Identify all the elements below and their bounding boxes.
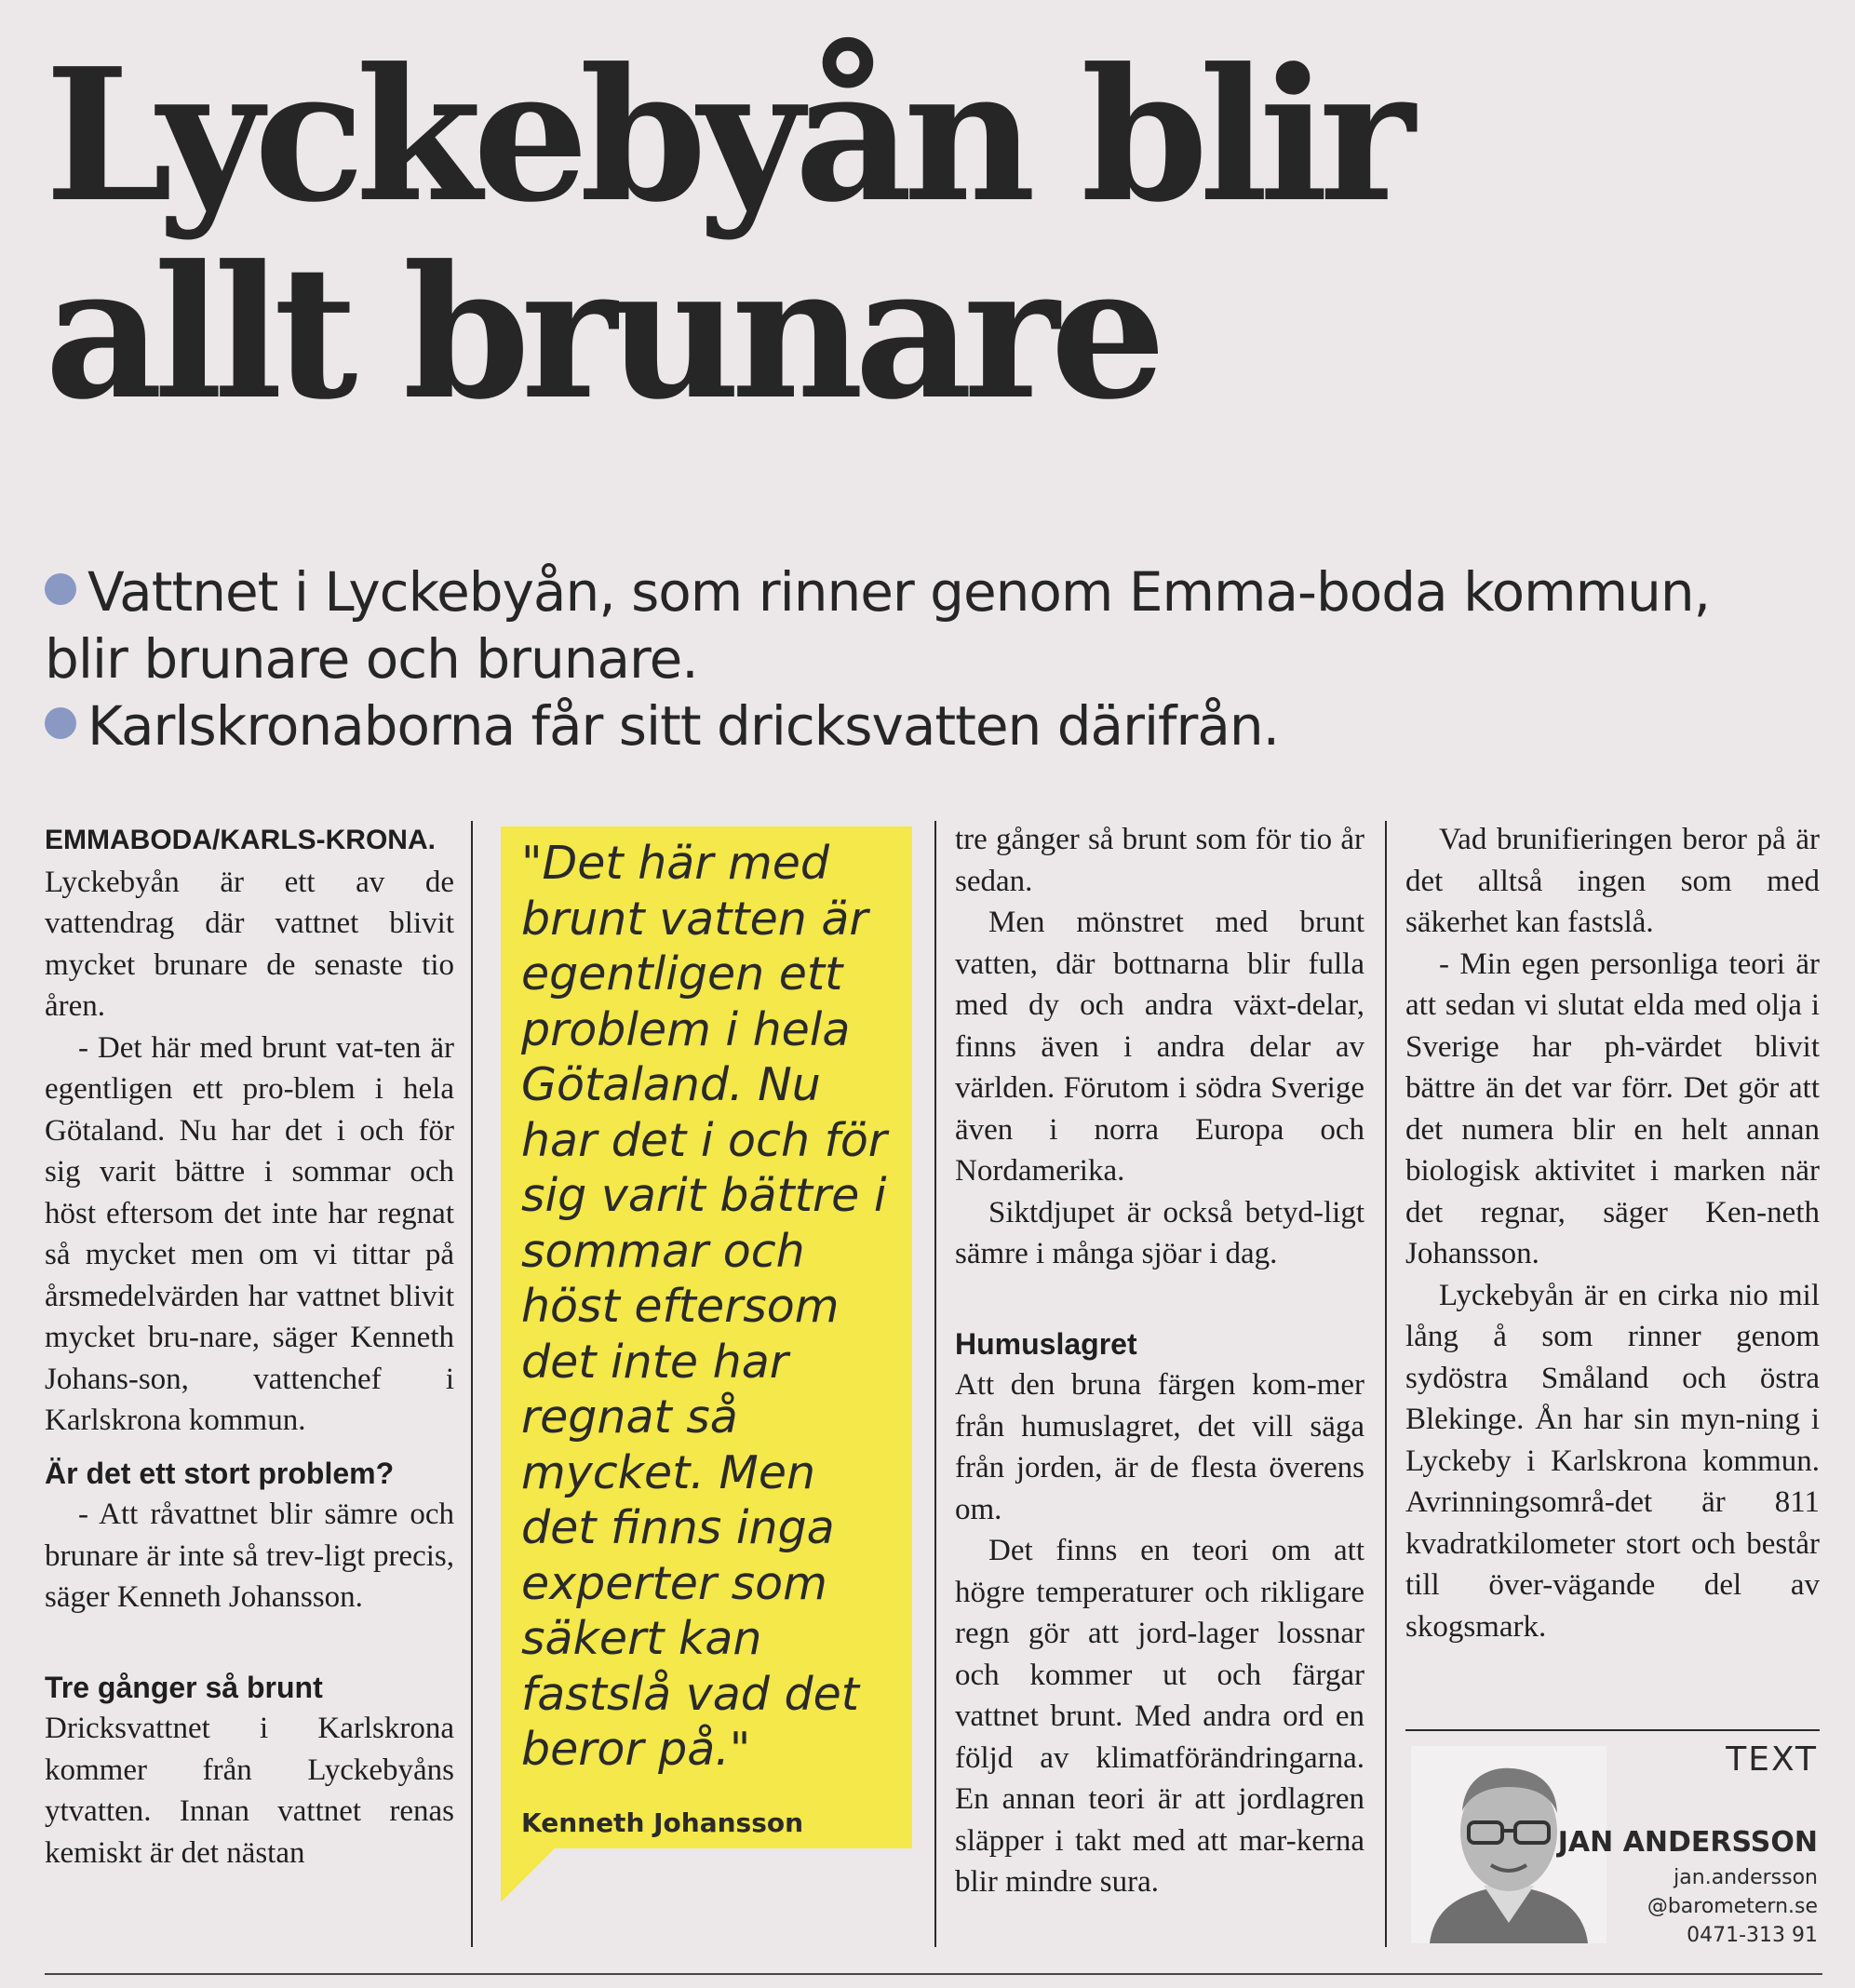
byline-label: TEXT [1726,1740,1818,1779]
paragraph: Vad brunifieringen beror på är det alltså ingen som med säkerhet kan fastslå. [1405,823,1820,939]
column-divider [934,821,936,1947]
paragraph: - Min egen personliga teori är att sedan vi slutat elda med olja i Sverige har ph-värdet blivit bättre än det var förr. Det gör att det numera blir en helt annan biologisk aktivitet i marken när det regnar, säger Ken-neth Johansson. [1405,947,1820,1270]
headline-line-2: allt brunare [45,226,1157,440]
summary-bullet-2 [45,692,1795,759]
summary-bullet-1-text: Vattnet i Lyckebyån, som rinner genom Emma-boda kommun, blir brunare och brunare. [45,560,1711,691]
headline [45,29,1813,440]
paragraph: - Att råvattnet blir sämre och brunare är inte så trev-ligt precis, säger Kenneth Johansson. [45,1498,454,1614]
bullet-dot-icon [45,573,76,605]
subheading: Humuslagret [955,1326,1137,1361]
summary-bullets [45,558,1795,759]
paragraph: - Det här med brunt vat-ten är egentligen ett pro-blem i hela Götaland. Nu har det i och för sig varit bättre i sommar och höst eftersom det inte har regnat så mycket men om vi tittar på årsmedelvärden har vattnet blivit mycket bru-nare, säger Kenneth Johans-son, vattenchef i Karlskrona kommun. [45,1030,454,1437]
pull-quote-author: Kenneth Johansson [521,1807,804,1838]
paragraph: Det finns en teori om att högre temperaturer och rikligare regn gör att jord-lager lossnar och kommer ut och färgar vattnet brunt. Med andra ord en följd av klimatförändringarna. En annan teori är att jordlagren släpper i takt med att mar-kerna blir mindre sura. [955,1534,1364,1899]
paragraph: Dricksvattnet i Karlskrona kommer från Lyckebyåns ytvatten. Innan vattnet renas kemiskt är det nästan [45,1712,454,1870]
byline-phone: 0471-313 91 [1687,1924,1818,1947]
paragraph: Siktdjupet är också betyd-ligt sämre i många sjöar i dag. [955,1195,1364,1270]
byline-author-name: JAN ANDERSSON [1557,1826,1818,1859]
byline-contact [1647,1863,1818,1950]
column-divider [471,821,473,1947]
interview-question: Är det ett stort problem? [45,1456,395,1490]
summary-bullet-2-text: Karlskronaborna får sitt dricksvatten därifrån. [87,694,1280,758]
paragraph: Men mönstret med brunt vatten, där bottnarna blir fulla med dy och andra växt-delar, finns även i andra delar av världen. Förutom i södra Sverige även i norra Europa och Nordamerika. [955,906,1364,1188]
paragraph-lede [45,819,454,1028]
bullet-dot-icon [45,707,76,739]
subheading: Tre gånger så brunt [45,1670,323,1704]
byline-rule [1405,1729,1820,1731]
byline-email-line-2: @barometern.se [1647,1895,1818,1918]
article-column-4 [1405,819,1820,1647]
article-column-1 [45,819,454,1874]
article-column-3 [955,819,1364,1903]
byline-email-line-1: jan.andersson [1674,1866,1818,1889]
headline-line-1: Lyckebyån blir [45,29,1406,243]
pull-quote-tail [501,1847,557,1902]
page-bottom-rule [45,1973,1822,1975]
paragraph: Lyckebyån är en cirka nio mil lång å som rinner genom sydöstra Småland och östra Blekinge. Ån har sin myn-ning i Lyckeby i Karlskrona kommun. Avrinningsområ-det är 811 kvadratkilometer stort och består till över-vägande del av skogsmark. [1405,1278,1820,1644]
column-divider [1385,821,1387,1947]
paragraph: tre gånger så brunt som för tio år sedan. [955,823,1364,898]
summary-bullet-1 [45,558,1795,692]
lede-text: Lyckebyån är ett av de vattendrag där vattnet blivit mycket brunare de senaste tio åren. [45,865,454,1023]
paragraph: Att den bruna färgen kom-mer från humuslagret, det vill säga från jorden, är de flesta överens om. [955,1368,1364,1526]
pull-quote-text: "Det här med brunt vatten är egentligen ett problem i hela Götaland. Nu har det i och för sig varit bättre i sommar och höst eftersom det inte har regnat så mycket. Men det finns inga experter som säkert kan fastslå vad det beror på." [521,837,887,1776]
dateline: EMMABODA/KARLS-KRONA. [45,825,436,855]
